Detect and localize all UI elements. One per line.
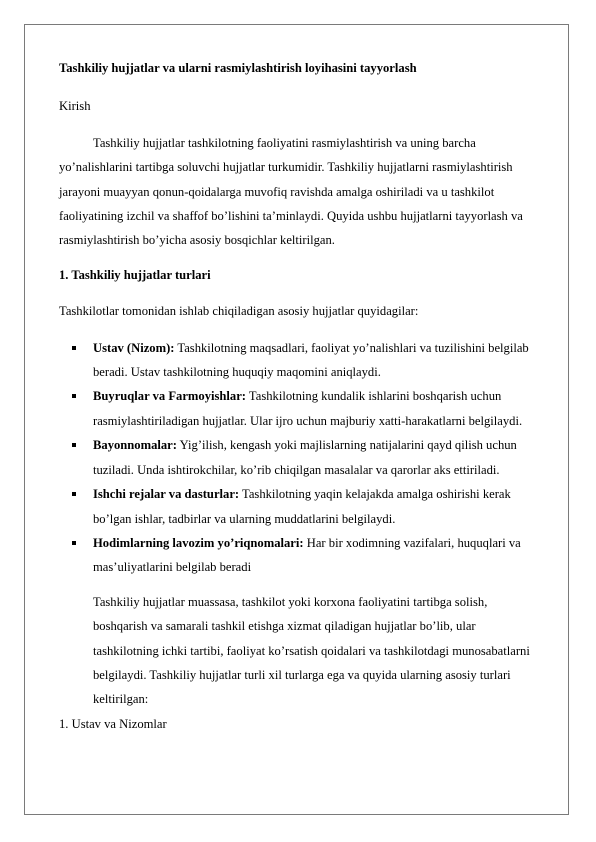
section-kirish: Kirish [59, 99, 91, 114]
bullet-icon [72, 541, 76, 545]
list-item-term: Bayonnomalar: [93, 438, 177, 453]
list-item [59, 433, 539, 482]
bullet-icon [72, 394, 76, 398]
document-body [59, 56, 539, 736]
section-heading-1: 1. Tashkiliy hujjatlar turlari [59, 267, 211, 282]
list-item-term: Buyruqlar va Farmoyishlar: [93, 389, 246, 404]
bullet-icon [72, 443, 76, 447]
list-item-term: Hodimlarning lavozim yo’riqnomalari: [93, 535, 304, 550]
list-item-text: Tashkilotning kundalik ishlarini boshqarish uchun rasmiylashtiriladigan hujjatlar. Ular ijro uchun majburiy xatti-harakatlarni belgilaydi. [93, 389, 523, 428]
section-intro: Tashkilotlar tomonidan ishlab chiqiladigan asosiy hujjatlar quyidagilar: [59, 304, 419, 319]
bullet-icon [72, 492, 76, 496]
list-item-term: Ustav (Nizom): [93, 340, 175, 355]
list-item-term: Ishchi rejalar va dasturlar: [93, 487, 240, 502]
list-item [59, 336, 539, 385]
list-item [59, 384, 539, 433]
list-item [59, 531, 539, 580]
list-item-text: Yig’ilish, kengash yoki majlislarning natijalarini qayd qilish uchun tuziladi. Unda ishtirokchilar, ko’rib chiqilgan masalalar va qarorlar aks ettiriladi. [93, 438, 517, 477]
body-paragraph: Tashkiliy hujjatlar muassasa, tashkilot yoki korxona faoliyatini tartibga solish, boshqarish va samarali tashkil etishga xizmat qiladigan hujjatlar bo’lib, ular tashkilotning ichki tartibi, faoliyat ko’rsatish qoidalari va tashkilotdagi munosabatlarni belgilaydi. Tashkiliy hujjatlar turli xil turlarga ega va quyida ularning asosiy turlari keltirilgan: [93, 594, 530, 707]
subsection-heading: 1. Ustav va Nizomlar [59, 716, 167, 731]
document-title: Tashkiliy hujjatlar va ularni rasmiylashtirish loyihasini tayyorlash [59, 61, 417, 75]
bullet-icon [72, 346, 76, 350]
list-item-text: Tashkilotning maqsadlari, faoliyat yo’nalishlari va tuzilishini belgilab beradi. Ustav tashkilotning huquqiy maqomini aniqlaydi. [93, 340, 529, 380]
list-item-text: Har bir xodimning vazifalari, huquqlari va mas’uliyatlarini belgilab beradi [93, 535, 521, 575]
document-type-list [59, 336, 539, 580]
list-item-text: Tashkilotning yaqin kelajakda amalga oshirishi kerak bo’lgan ishlar, tadbirlar va ularning muddatlarini belgilaydi. [93, 487, 511, 526]
intro-paragraph: Tashkiliy hujjatlar tashkilotning faoliyatini rasmiylashtirish va uning barcha yo’nalishlarini tartibga soluvchi hujjatlar turkumidir. Tashkiliy hujjatlarni rasmiylashtirish jarayoni muayyan qonun-qoidalarga muvofiq ravishda amalga oshiriladi va u tashkilot faoliyatining izchil va shaffof bo’lishini ta’minlaydi. Quyida ushbu hujjatlarni tayyorlash va rasmiylashtirish bo’yicha asosiy bosqichlar keltirilgan. [59, 135, 523, 248]
list-item [59, 482, 539, 531]
